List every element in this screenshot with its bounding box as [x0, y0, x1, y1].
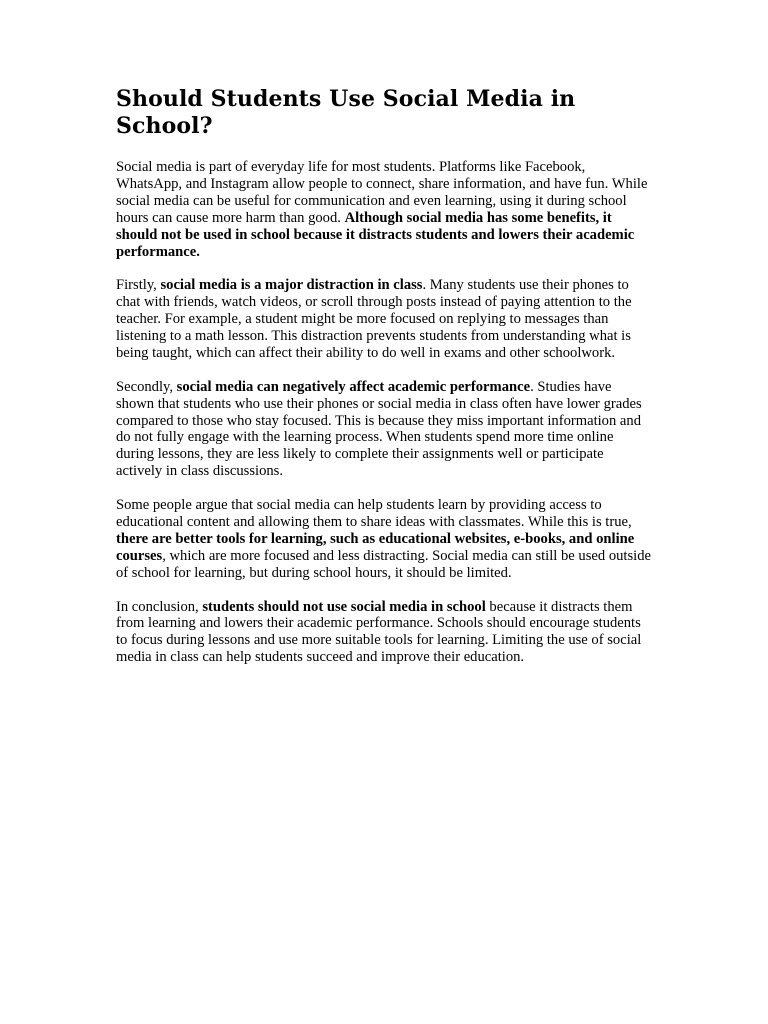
text-segment: . Many students use their phones to chat with friends, watch videos, or scroll through posts instead of paying attention to the teacher. For example, a student might be more focused on replying to messages than listening to a math lesson. This distraction prevents students from understanding what is being taught, which can affect their ability to do well in exams and other schoolwork.	[116, 277, 632, 361]
text-segment: In conclusion,	[116, 598, 203, 615]
paragraph-counterargument	[116, 497, 652, 582]
text-segment: . Studies have shown that students who use their phones or social media in class often have lower grades compared to those who stay focused. This is because they miss important information and do not fully engage with the learning process. When students spend more time online during lessons, they are less likely to complete their assignments well or participate actively in class discussions.	[116, 378, 642, 480]
paragraph-first-point	[116, 277, 652, 362]
bold-claim: there are better tools for learning, such as educational websites, e-books, and online courses	[116, 530, 635, 564]
text-segment: Social media is part of everyday life for most students. Platforms like Facebook, WhatsApp, and Instagram allow people to connect, share information, and have fun. While social media can be useful for communication and even learning, using it during school hours can cause more harm than good.	[116, 159, 648, 226]
text-segment: Secondly,	[116, 378, 177, 395]
paragraph-conclusion	[116, 599, 652, 667]
bold-claim: social media can negatively affect academic performance	[176, 378, 531, 395]
document-body	[116, 86, 652, 683]
bold-claim: social media is a major distraction in class	[160, 277, 423, 294]
text-segment: Some people argue that social media can help students learn by providing access to educational content and allowing them to share ideas with classmates. While this is true,	[116, 497, 632, 530]
paragraph-second-point	[116, 379, 652, 480]
text-segment: , which are more focused and less distracting. Social media can still be used outside of school for learning, but during school hours, it should be limited.	[116, 547, 651, 581]
text-segment: Firstly,	[116, 277, 161, 294]
paragraph-introduction	[116, 159, 652, 260]
text-segment: because it distracts them from learning and lowers their academic performance. Schools should encourage students to focus during lessons and use more suitable tools for learning. Limiting the use of social media in class can help students succeed and improve their education.	[116, 598, 642, 666]
thesis-statement: Although social media has some benefits, it should not be used in school because it distracts students and lowers their academic performance.	[116, 209, 635, 260]
bold-claim: students should not use social media in school	[202, 598, 486, 615]
document-title: Should Students Use Social Media in School?	[116, 86, 576, 139]
